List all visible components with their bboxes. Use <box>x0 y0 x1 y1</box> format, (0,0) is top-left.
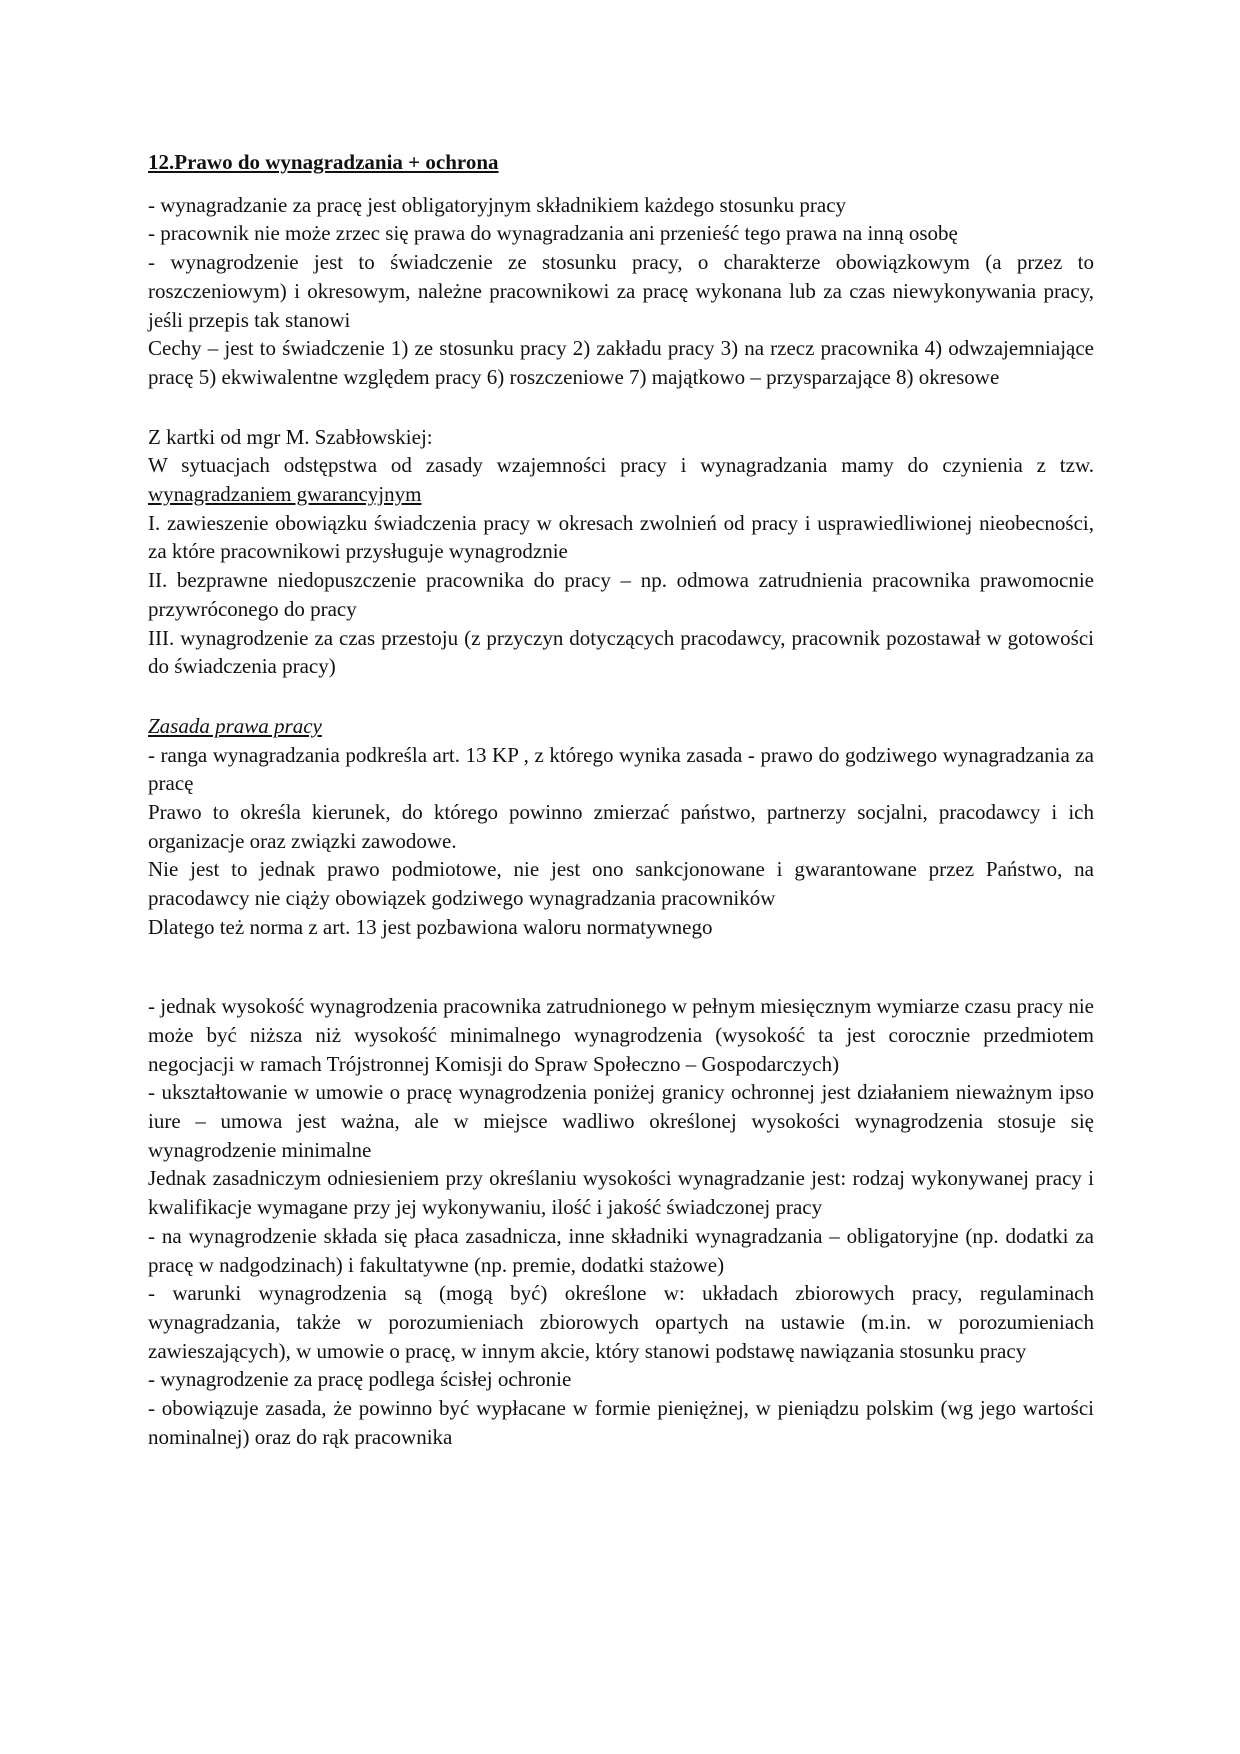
paragraph: - wynagrodzenie za pracę podlega ścisłej ochronie <box>148 1367 572 1392</box>
paragraph: - pracownik nie może zrzec się prawa do wynagradzania ani przenieść tego prawa na inną osobę <box>148 221 958 246</box>
paragraph: - obowiązuje zasada, że powinno być wypłacane w formie pieniężnej, w pieniądzu polskim (wg jego wartości nominalnej) oraz do rąk pracownika <box>148 1396 1094 1449</box>
paragraph: Jednak zasadniczym odniesieniem przy określaniu wysokości wynagradzanie jest: rodzaj wykonywanej pracy i kwalifikacje wymagane przy jej wykonywaniu, ilość i jakość świadczonej pracy <box>148 1166 1094 1220</box>
paragraph: - wynagradzanie za pracę jest obligatoryjnym składnikiem każdego stosunku pracy <box>148 192 847 217</box>
paragraph: Nie jest to jednak prawo podmiotowe, nie jest ono sankcjonowane i gwarantowane przez Państwo, na pracodawcy nie ciąży obowiązek godziwego wynagradzania pracowników <box>148 857 1094 911</box>
paragraph: Dlatego też norma z art. 13 jest pozbawiona waloru normatywnego <box>148 914 713 939</box>
spacer <box>148 392 1094 423</box>
paragraph: Cechy – jest to świadczenie 1) ze stosunku pracy 2) zakładu pracy 3) na rzecz pracownika 4) odwzajemniające pracę 5) ekwiwalentne względem pracy 6) roszczeniowe 7) majątkowo – przysparzające 8) okresowe <box>148 336 1094 389</box>
list-item: III. wynagrodzenie za czas przestoju (z przyczyn dotyczących pracodawcy, pracownik pozostawał w gotowości do świadczenia pracy) <box>148 625 1094 679</box>
spacer <box>148 970 1094 992</box>
document-page <box>148 148 1094 1452</box>
spacer <box>148 681 1094 712</box>
underlined-term: wynagradzaniem gwarancyjnym <box>148 482 422 507</box>
paragraph: Prawo to określa kierunek, do którego powinno zmierzać państwo, partnerzy socjalni, pracodawcy i ich organizacje oraz związki zawodowe. <box>148 800 1094 853</box>
paragraph: - na wynagrodzenie składa się płaca zasadnicza, inne składniki wynagradzania – obligatoryjne (np. dodatki za pracę w nadgodzinach) i fakultatywne (np. premie, dodatki stażowe) <box>148 1223 1094 1277</box>
section-heading-kartki: Z kartki od mgr M. Szabłowskiej: <box>148 424 433 449</box>
section-heading-zasada: Zasada prawa pracy <box>148 713 322 738</box>
list-item: II. bezprawne niedopuszczenie pracownika do pracy – np. odmowa zatrudnienia pracownika prawomocnie przywróconego do pracy <box>148 568 1094 621</box>
paragraph <box>148 451 1094 508</box>
paragraph: - wynagrodzenie jest to świadczenie ze stosunku pracy, o charakterze obowiązkowym (a przez to roszczeniowym) i okresowym, należne pracownikowi za pracę wykonana lub za czas niewykonywania pracy, jeśli przepis tak stanowi <box>148 250 1094 332</box>
paragraph: - warunki wynagrodzenia są (mogą być) określone w: układach zbiorowych pracy, regulaminach wynagradzania, także w porozumieniach zbiorowych opartych na ustawie (m.in. w porozumieniach zawieszających), w umowie o pracę, w innym akcie, który stanowi podstawę nawiązania stosunku pracy <box>148 1281 1094 1363</box>
list-item: I. zawieszenie obowiązku świadczenia pracy w okresach zwolnień od pracy i usprawiedliwionej nieobecności, za które pracownikowi przysługuje wynagrodznie <box>148 510 1094 564</box>
paragraph: - ranga wynagradzania podkreśla art. 13 KP , z którego wynika zasada - prawo do godziwego wynagradzania za pracę <box>148 742 1094 796</box>
paragraph: - jednak wysokość wynagrodzenia pracownika zatrudnionego w pełnym miesięcznym wymiarze czasu pracy nie może być niższa niż wysokość minimalnego wynagrodzenia (wysokość ta jest corocznie przedmiotem negocjacji w ramach Trójstronnej Komisji do Spraw Społeczno – Gospodarczych) <box>148 994 1094 1076</box>
paragraph-text: W sytuacjach odstępstwa od zasady wzajemności pracy i wynagradzania mamy do czynienia z tzw. <box>148 453 1094 478</box>
paragraph: - ukształtowanie w umowie o pracę wynagrodzenia poniżej granicy ochronnej jest działaniem nieważnym ipso iure – umowa jest ważna, ale w miejsce wadliwo określonej wysokości wynagrodzenia stosuje się wynagrodzenie minimalne <box>148 1080 1094 1162</box>
spacer <box>148 942 1094 971</box>
document-title: 12.Prawo do wynagradzania + ochrona <box>148 150 499 174</box>
